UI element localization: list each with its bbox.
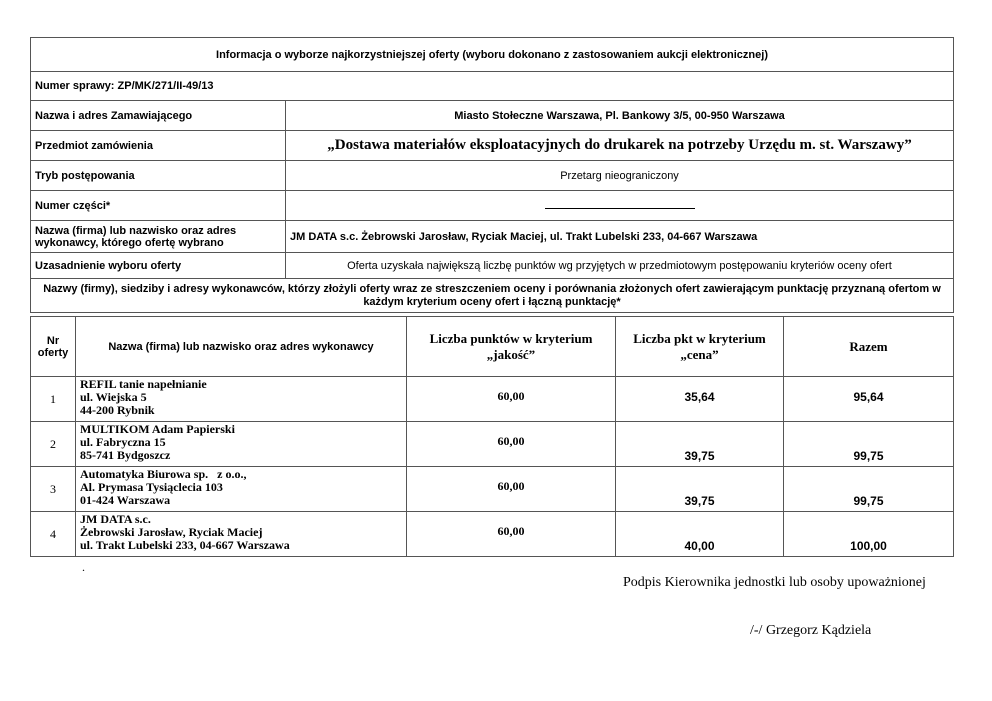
selected-contractor-label: Nazwa (firma) lub nazwisko oraz adres wykonawcy, którego ofertę wybrano: [31, 221, 286, 253]
name-line: ul. Trakt Lubelski 233, 04-667 Warszawa: [80, 538, 290, 552]
name-line: REFIL tanie napełnianie: [80, 377, 207, 391]
name-line: Automatyka Biurowa sp. z o.o.,: [80, 467, 247, 481]
col-price-header: Liczba pkt w kryterium „cena”: [616, 317, 784, 377]
offers-table: [30, 316, 954, 557]
signature-caption: Podpis Kierownika jednostki lub osoby upoważnionej: [623, 575, 926, 590]
col-name-header: Nazwa (firma) lub nazwisko oraz adres wykonawcy: [76, 317, 407, 377]
offer-quality: 60,00: [407, 377, 616, 422]
document-title: Informacja o wyborze najkorzystniejszej oferty (wyboru dokonano z zastosowaniem aukcji elektronicznej): [31, 38, 954, 72]
ordering-party-label: Nazwa i adres Zamawiającego: [31, 101, 286, 131]
offer-nr: 4: [31, 512, 76, 557]
offer-total: 99,75: [784, 467, 954, 512]
table-row: [31, 467, 954, 512]
name-line: 85-741 Bydgoszcz: [80, 448, 171, 462]
offer-total: 100,00: [784, 512, 954, 557]
offer-quality: 60,00: [407, 512, 616, 557]
justification-value: Oferta uzyskała największą liczbę punktów wg przyjętych w przedmiotowym postępowaniu kryteriów oceny ofert: [286, 253, 954, 279]
offer-price: 39,75: [616, 422, 784, 467]
justification-label: Uzasadnienie wyboru oferty: [31, 253, 286, 279]
offer-price: 35,64: [616, 377, 784, 422]
offer-nr: 1: [31, 377, 76, 422]
subject-value: „Dostawa materiałów eksploatacyjnych do drukarek na potrzeby Urzędu m. st. Warszawy”: [286, 131, 954, 161]
offer-name: [76, 467, 407, 512]
name-line: 44-200 Rybnik: [80, 403, 155, 417]
ordering-party-value: Miasto Stołeczne Warszawa, Pl. Bankowy 3/5, 00-950 Warszawa: [286, 101, 954, 131]
offer-total: 99,75: [784, 422, 954, 467]
offer-price: 39,75: [616, 467, 784, 512]
offer-name: [76, 422, 407, 467]
offer-price: 40,00: [616, 512, 784, 557]
stray-dot: .: [82, 560, 85, 574]
table-row: [31, 422, 954, 467]
procedure-label: Tryb postępowania: [31, 161, 286, 191]
name-line: MULTIKOM Adam Papierski: [80, 422, 235, 436]
name-line: Żebrowski Jarosław, Ryciak Maciej: [80, 525, 263, 539]
offer-quality: 60,00: [407, 422, 616, 467]
name-line: JM DATA s.c.: [80, 512, 151, 526]
offer-quality: 60,00: [407, 467, 616, 512]
name-line: Al. Prymasa Tysiąclecia 103: [80, 480, 223, 494]
col-quality-header: Liczba punktów w kryterium „jakość”: [407, 317, 616, 377]
selected-contractor-value: JM DATA s.c. Żebrowski Jarosław, Ryciak Maciej, ul. Trakt Lubelski 233, 04-667 Warszawa: [286, 221, 954, 253]
table-row: [31, 512, 954, 557]
table-row: [31, 377, 954, 422]
part-number-label: Numer części*: [31, 191, 286, 221]
subject-label: Przedmiot zamówienia: [31, 131, 286, 161]
case-number: Numer sprawy: ZP/MK/271/II-49/13: [31, 72, 954, 101]
blank-line: [545, 202, 695, 209]
part-number-value: [286, 191, 954, 221]
col-total-header: Razem: [784, 317, 954, 377]
offer-nr: 2: [31, 422, 76, 467]
name-line: 01-424 Warszawa: [80, 493, 171, 507]
name-line: ul. Wiejska 5: [80, 390, 147, 404]
name-line: ul. Fabryczna 15: [80, 435, 166, 449]
offer-name: [76, 512, 407, 557]
signature-name: /-/ Grzegorz Kądziela: [750, 623, 872, 638]
offers-heading: Nazwy (firmy), siedziby i adresy wykonawców, którzy złożyli oferty wraz ze streszczeniem oceny i porównania złożonych ofert zawierającym punktację przyznaną ofertom w każdym kryterium oceny ofert i łączną punktację*: [31, 279, 954, 313]
procedure-value: Przetarg nieograniczony: [286, 161, 954, 191]
col-nr-header: Nr oferty: [31, 317, 76, 377]
offer-total: 95,64: [784, 377, 954, 422]
info-table: [30, 37, 954, 313]
offer-name: [76, 377, 407, 422]
offer-nr: 3: [31, 467, 76, 512]
